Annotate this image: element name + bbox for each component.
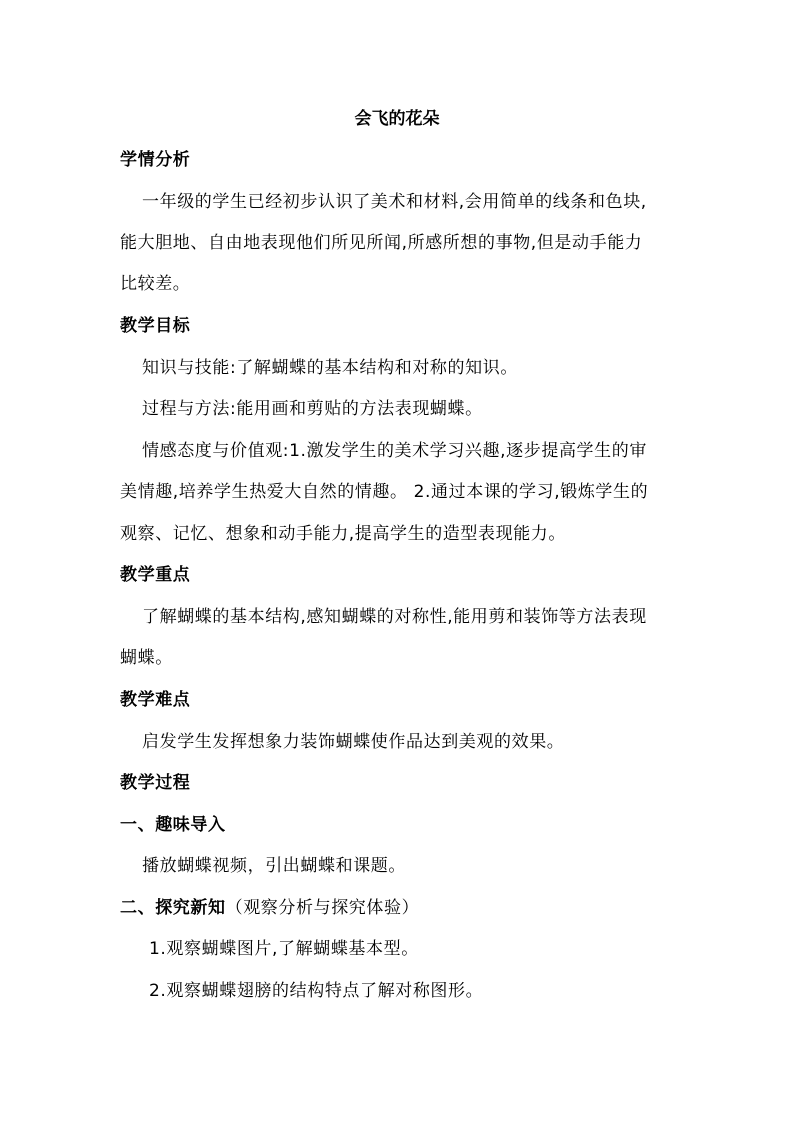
difficulty-line-1: 启发学生发挥想象力装饰蝴蝶使作品达到美观的效果。	[142, 732, 565, 752]
step2-subtitle: （观察分析与探究体验）	[225, 898, 420, 918]
heading-key-points: 教学重点	[120, 565, 191, 585]
heading-analysis: 学情分析	[120, 150, 191, 170]
analysis-line-1: 一年级的学生已经初步认识了美术和材料,会用简单的线条和色块,	[142, 192, 647, 212]
goals-line-1: 知识与技能:了解蝴蝶的基本结构和对称的知识。	[142, 358, 518, 378]
goals-line-4: 美情趣,培养学生热爱大自然的情趣。 2.通过本课的学习,锻炼学生的	[120, 482, 649, 502]
step2-line-1: 1.观察蝴蝶图片,了解蝴蝶基本型。	[149, 939, 419, 959]
key-line-2: 蝴蝶。	[120, 648, 173, 668]
goals-line-3: 情感态度与价值观:1.激发学生的美术学习兴趣,逐步提高学生的审	[142, 441, 647, 461]
document-title: 会飞的花朵	[354, 109, 440, 129]
step1-line-1: 播放蝴蝶视频，引出蝴蝶和课题。	[142, 856, 406, 876]
analysis-line-2: 能大胆地、自由地表现他们所见所闻,所感所想的事物,但是动手能力	[120, 233, 643, 253]
heading-difficulty: 教学难点	[120, 690, 191, 710]
step2-line-2: 2.观察蝴蝶翅膀的结构特点了解对称图形。	[149, 981, 484, 1001]
heading-step-1: 一、趣味导入	[120, 815, 226, 835]
heading-step-2: 二、探究新知	[120, 898, 226, 918]
key-line-1: 了解蝴蝶的基本结构,感知蝴蝶的对称性,能用剪和装饰等方法表现	[142, 607, 647, 627]
heading-process: 教学过程	[120, 773, 191, 793]
analysis-line-3: 比较差。	[120, 274, 191, 294]
goals-line-5: 观察、记忆、想象和动手能力,提高学生的造型表现能力。	[120, 524, 567, 544]
heading-goals: 教学目标	[120, 316, 191, 336]
goals-line-2: 过程与方法:能用画和剪贴的方法表现蝴蝶。	[142, 399, 483, 419]
step-2-heading-row	[120, 897, 419, 919]
